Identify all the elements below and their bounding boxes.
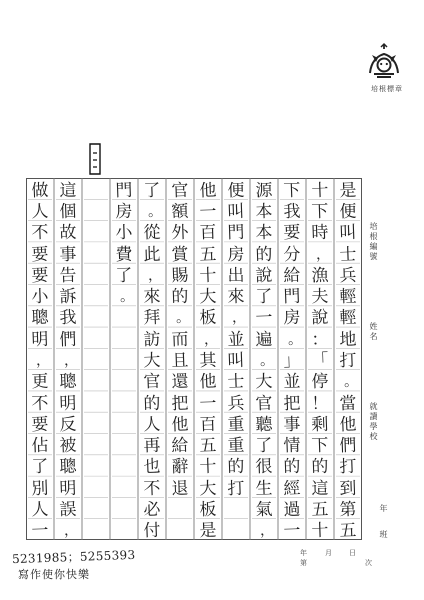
- essay-char: 一: [199, 393, 217, 414]
- essay-char: 士: [339, 244, 357, 265]
- essay-char: 一: [199, 201, 217, 223]
- essay-char: 十: [199, 457, 217, 478]
- essay-char: 人: [31, 499, 49, 521]
- class-label: 班: [379, 530, 388, 540]
- essay-char: ，: [315, 246, 331, 263]
- footer-month-label: 月: [325, 549, 332, 557]
- essay-char: 。: [287, 331, 303, 348]
- essay-char: 把: [283, 393, 301, 414]
- essay-char: 了: [255, 435, 273, 457]
- essay-char: 重: [227, 414, 245, 436]
- essay-char: 要: [31, 414, 49, 436]
- essay-char: 要: [283, 222, 301, 244]
- grade-label: 年: [379, 504, 388, 514]
- essay-char: 官: [171, 180, 189, 201]
- pei-gen-id-label: 培根編號: [369, 222, 378, 262]
- essay-char: 聰: [59, 457, 77, 478]
- essay-char: 賞: [171, 244, 189, 265]
- essay-char: 門: [115, 180, 133, 201]
- essay-char: 」: [283, 350, 301, 372]
- essay-char: 大: [255, 371, 273, 393]
- essay-char: 這: [59, 180, 77, 201]
- pei-gen-logo-icon: [363, 42, 405, 84]
- essay-char: 。: [259, 352, 275, 370]
- essay-char: ，: [63, 522, 79, 540]
- essay-char: 們: [59, 329, 77, 350]
- essay-char: 再: [143, 435, 161, 457]
- essay-char: 還: [171, 371, 189, 393]
- essay-char: 且: [171, 350, 189, 372]
- handwritten-mark-icon: [88, 142, 102, 176]
- essay-char: 分: [283, 244, 301, 265]
- essay-char: 不: [31, 222, 49, 244]
- essay-char: 的: [171, 286, 189, 308]
- essay-char: 不: [143, 478, 161, 500]
- essay-char: 的: [143, 393, 161, 414]
- essay-char: 聰: [59, 371, 77, 393]
- essay-char: 漁: [311, 265, 329, 287]
- essay-char: 要: [31, 265, 49, 287]
- essay-char: 拜: [143, 308, 161, 329]
- essay-char: 五: [199, 244, 217, 265]
- essay-char: 佔: [31, 435, 49, 457]
- essay-char: 他: [171, 414, 189, 436]
- essay-char: 是: [339, 180, 357, 201]
- essay-char: 賜: [171, 265, 189, 287]
- essay-char: 。: [175, 310, 191, 327]
- essay-char: 輕: [339, 308, 357, 329]
- essay-char: 們: [339, 435, 357, 457]
- essay-char: 明: [31, 329, 49, 350]
- essay-char: 聰: [31, 308, 49, 329]
- essay-char: 當: [339, 393, 357, 414]
- essay-char: 門: [283, 286, 301, 308]
- essay-char: 把: [171, 393, 189, 414]
- essay-char: ，: [35, 352, 51, 370]
- essay-char: 此: [143, 244, 161, 265]
- essay-char: 其: [199, 350, 217, 372]
- essay-char: 我: [59, 308, 77, 329]
- essay-char: 官: [143, 371, 161, 393]
- essay-char: ！: [311, 393, 329, 414]
- essay-char: 來: [143, 286, 161, 308]
- essay-char: 叫: [227, 201, 245, 223]
- essay-char: 叫: [227, 350, 245, 372]
- essay-char: 的: [255, 244, 273, 265]
- essay-char: 給: [171, 435, 189, 457]
- essay-char: 是: [199, 521, 217, 542]
- essay-char: 十: [199, 265, 217, 287]
- essay-char: ，: [203, 331, 219, 348]
- essay-char: 並: [227, 329, 245, 350]
- essay-char: 士: [227, 371, 245, 393]
- essay-char: 下: [311, 201, 329, 223]
- essay-char: 訴: [59, 286, 77, 308]
- essay-char: 了: [255, 286, 273, 308]
- essay-char: 的: [283, 457, 301, 478]
- essay-char: 過: [283, 499, 301, 521]
- essay-char: 房: [115, 201, 133, 223]
- essay-char: 下: [311, 435, 329, 457]
- essay-char: ，: [259, 522, 275, 540]
- essay-char: 他: [199, 180, 217, 201]
- footer-ci-label: 次: [365, 559, 372, 567]
- essay-char: 別: [31, 478, 49, 500]
- essay-char: 板: [199, 308, 217, 329]
- writing-grid: [26, 178, 362, 540]
- essay-char: 的: [311, 457, 329, 478]
- essay-char: 第: [339, 499, 357, 521]
- essay-char: 告: [59, 265, 77, 287]
- essay-char: 說: [311, 308, 329, 329]
- essay-char: 退: [171, 478, 189, 500]
- essay-char: 做: [31, 180, 49, 201]
- essay-char: 個: [59, 201, 77, 223]
- essay-char: 十: [311, 180, 329, 201]
- essay-char: 大: [199, 286, 217, 308]
- essay-char: 便: [339, 201, 357, 223]
- essay-char: 明: [59, 393, 77, 414]
- essay-char: ，: [147, 267, 163, 284]
- essay-char: 很: [255, 457, 273, 478]
- essay-char: 百: [199, 222, 217, 244]
- essay-char: 費: [115, 244, 133, 265]
- essay-char: ：: [311, 329, 329, 350]
- essay-char: 重: [227, 435, 245, 457]
- essay-char: 大: [199, 478, 217, 500]
- essay-char: 小: [115, 222, 133, 244]
- essay-char: 便: [227, 180, 245, 201]
- essay-char: 大: [143, 350, 161, 372]
- essay-char: 額: [171, 201, 189, 223]
- essay-char: 並: [283, 371, 301, 393]
- essay-char: 情: [283, 435, 301, 457]
- essay-char: 給: [283, 265, 301, 287]
- essay-char: 門: [227, 222, 245, 244]
- essay-char: 的: [227, 457, 245, 478]
- essay-char: 打: [227, 478, 245, 500]
- essay-char: 必: [143, 499, 161, 521]
- essay-char: 人: [31, 201, 49, 223]
- essay-char: 生: [255, 478, 273, 500]
- essay-char: 出: [227, 265, 245, 287]
- essay-char: 。: [343, 373, 359, 391]
- essay-char: 付: [143, 521, 161, 542]
- essay-char: 「: [311, 350, 329, 372]
- essay-char: 這: [311, 478, 329, 500]
- essay-char: 板: [199, 499, 217, 521]
- essay-char: 房: [227, 244, 245, 265]
- essay-char: 源: [255, 180, 273, 201]
- footer-day-label: 日: [349, 549, 356, 557]
- essay-char: 打: [339, 350, 357, 372]
- essay-char: 我: [283, 201, 301, 223]
- essay-char: 下: [283, 180, 301, 201]
- essay-char: 叫: [339, 222, 357, 244]
- essay-char: 兵: [339, 265, 357, 287]
- slogan-text: 寫作使你快樂: [18, 568, 90, 581]
- essay-char: 地: [339, 329, 357, 350]
- essay-char: 一: [283, 521, 301, 542]
- essay-char: 十: [311, 521, 329, 542]
- essay-char: 從: [143, 222, 161, 244]
- essay-char: 被: [59, 435, 77, 457]
- essay-char: 百: [199, 414, 217, 436]
- essay-char: 輕: [339, 286, 357, 308]
- essay-char: 到: [339, 478, 357, 500]
- phone-number: 5231985；5255393: [11, 547, 136, 567]
- essay-char: 反: [59, 414, 77, 436]
- essay-char: 聽: [255, 414, 273, 436]
- essay-char: 本: [255, 222, 273, 244]
- essay-char: 誤: [59, 499, 77, 521]
- essay-char: 停: [311, 371, 329, 393]
- essay-char: ，: [63, 352, 79, 370]
- essay-char: 明: [59, 478, 77, 500]
- essay-char: 。: [147, 203, 163, 221]
- essay-char: 經: [283, 478, 301, 500]
- essay-char: 官: [255, 393, 273, 414]
- essay-char: 。: [119, 288, 135, 306]
- essay-char: 事: [59, 244, 77, 265]
- essay-char: 故: [59, 222, 77, 244]
- essay-char: 了: [143, 180, 161, 201]
- essay-char: 本: [255, 201, 273, 223]
- essay-char: 他: [339, 414, 357, 436]
- essay-char: 房: [283, 308, 301, 329]
- essay-char: 時: [311, 222, 329, 244]
- essay-char: 而: [171, 329, 189, 350]
- essay-char: 也: [143, 457, 161, 478]
- essay-char: 不: [31, 393, 49, 414]
- essay-char: 剩: [311, 414, 329, 436]
- essay-char: 遍: [255, 329, 273, 350]
- footer-year-label: 年: [300, 549, 307, 557]
- essay-char: 事: [283, 414, 301, 436]
- essay-char: 五: [311, 499, 329, 521]
- essay-char: 辭: [171, 457, 189, 478]
- essay-char: 說: [255, 265, 273, 287]
- essay-char: 打: [339, 457, 357, 478]
- essay-char: 夫: [311, 286, 329, 308]
- school-label: 就讀學校: [369, 402, 378, 442]
- essay-char: 五: [199, 435, 217, 457]
- name-label: 姓名: [369, 322, 378, 342]
- essay-char: 了: [31, 457, 49, 478]
- essay-char: 兵: [227, 393, 245, 414]
- essay-char: 他: [199, 371, 217, 393]
- essay-char: 一: [255, 308, 273, 329]
- essay-char: 氣: [255, 499, 273, 521]
- footer-di-label: 第: [300, 559, 307, 567]
- essay-char: 訪: [143, 329, 161, 350]
- essay-char: 了: [115, 265, 133, 287]
- essay-char: 要: [31, 244, 49, 265]
- essay-char: 來: [227, 286, 245, 308]
- essay-char: 外: [171, 222, 189, 244]
- essay-char: 五: [339, 521, 357, 542]
- essay-char: 小: [31, 286, 49, 308]
- essay-char: 人: [143, 414, 161, 436]
- essay-char: 一: [31, 521, 49, 542]
- logo-caption: 培根標章: [371, 85, 403, 93]
- essay-char: 更: [31, 371, 49, 393]
- essay-char: ，: [231, 310, 247, 327]
